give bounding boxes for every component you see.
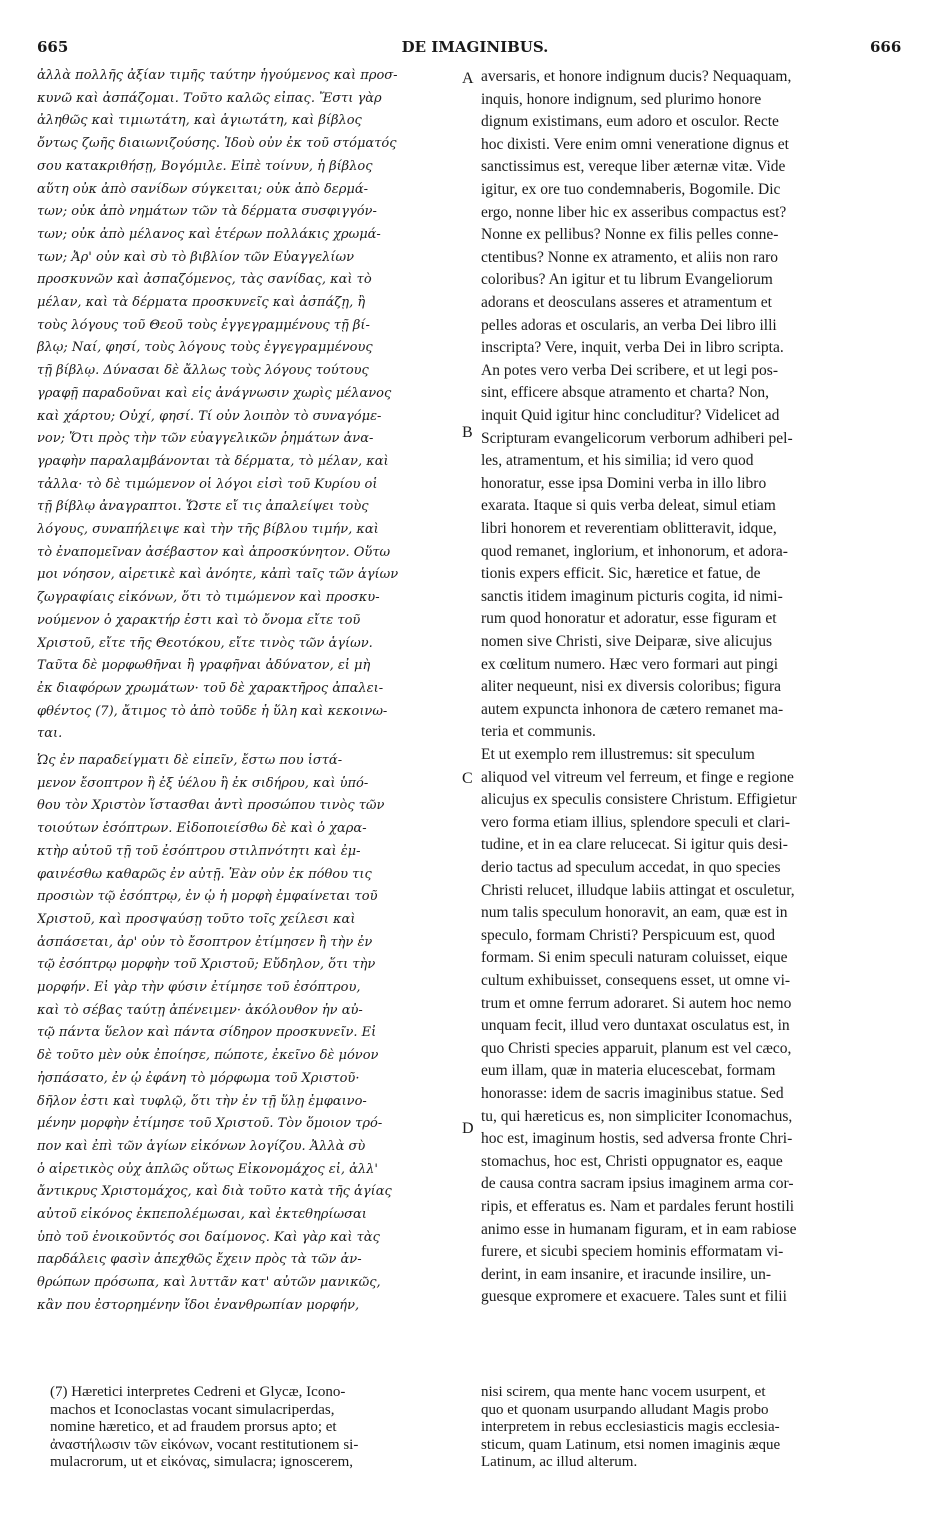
footnote-left	[50, 1384, 460, 1494]
text-line: τοὺς λόγους τοῦ Θεοῦ τοὺς ἐγγεγραμμένους τῇ βί-	[37, 317, 370, 333]
text-line: ζωγραφίαις εἰκόνων, ὅτι τὸ τιμώμενον καὶ προσκυ-	[37, 590, 380, 606]
text-line: hoc dixisti. Vere enim omni veneratione dignus et	[481, 135, 789, 153]
text-line: των; οὐκ ἀπὸ μέλανος καὶ ἑτέρων πολλάκις χρωμά-	[37, 226, 381, 242]
text-line: των; Ἆρ' οὖν καὶ σὺ τὸ βιβλίον τῶν Εὐαγγελίων	[37, 249, 354, 265]
text-line: aliter nequeunt, nisi ex diversis coloribus; figura	[481, 678, 782, 696]
text-line: τοιούτων ἐσόπτρων. Εἰδοποιείσθω δὲ καὶ ὁ χαρα-	[37, 821, 367, 837]
text-line: δῆλον ἐστι καὶ τυφλῷ, ὅτι τὴν ἐν τῇ ὕλῃ ἐμφαινο-	[37, 1093, 367, 1109]
text-line: aversaris, et honore indignum ducis? Nequaquam,	[481, 68, 792, 85]
text-line: ripis, et efferatus es. Nam et pardales ferunt hostili	[481, 1198, 795, 1215]
text-line: coloribus? An igitur et tu librum Evangeliorum	[481, 271, 773, 289]
text-line: σου κατακριθήσῃ, Βογόμιλε. Εἰπὲ τοίνυν, ἡ βίβλος	[37, 158, 373, 174]
text-line: rum quod honoratur et adoratur, esse figuram et	[481, 610, 777, 628]
text-line: nomine hæretico, et ad fraudem prorsus apto; et	[50, 1419, 337, 1435]
text-line: Ὡς ἐν παραδείγματι δὲ εἰπεῖν, ἔστω που ἱστά-	[37, 753, 343, 768]
text-line: Latinum, ac illud alterum.	[481, 1454, 638, 1470]
text-line: inscripta? Vere, inquit, verba Dei in libro scripta.	[481, 339, 784, 357]
text-line: ὑπὸ τοῦ ἐνοικοῦντός σοι δαίμονος. Καὶ γὰρ καὶ τὰς	[37, 1229, 380, 1245]
text-line: mulacrorum, ut et εἰκόνας, simulacra; ignoscerem,	[50, 1454, 354, 1470]
text-line: μορφήν. Εἰ γὰρ τὴν φύσιν ἐτίμησε τοῦ ἐσόπτρου,	[37, 980, 361, 995]
text-line: sint, efficere absque atramento et charta? Non,	[481, 384, 770, 402]
text-line: θου τὸν Χριστὸν ἵστασθαι ἀντὶ προσώπου τινὸς τῶν	[37, 798, 385, 814]
text-line: τῷ ἐσόπτρῳ μορφὴν τοῦ Χριστοῦ; Εὔδηλον, ὅτι τὴν	[37, 957, 376, 973]
left-page-number: 665	[37, 38, 69, 56]
text-line: derio tactus ad speculum accedat, in quo species	[481, 859, 781, 876]
text-line: nomen sive Christi, sive Deiparæ, sive alicujus	[481, 633, 773, 650]
text-line: ὄντως ζωῆς διαιωνιζούσης. Ἰδοὺ οὖν ἐκ τοῦ στόματός	[37, 136, 397, 152]
text-line: δὲ τοῦτο μὲν οὐκ ἐποίησε, πώποτε, ἐκεῖνο δὲ μόνον	[37, 1048, 379, 1064]
text-line: tu, qui hæreticus es, non simpliciter Iconomachus,	[481, 1107, 793, 1125]
text-line: honorasse: idem de sacris imaginibus statue. Sed	[481, 1085, 784, 1102]
text-line: ται.	[37, 726, 63, 742]
text-line: Ταῦτα δὲ μορφωθῆναι ἢ γραφῆναι ἀδύνατον, εἰ μὴ	[37, 658, 371, 674]
text-line: πον καὶ ἐπὶ τῶν ἁγίων εἰκόνων λογίζου. Ἀλλὰ σὺ	[37, 1138, 366, 1154]
footnote-right	[481, 1384, 913, 1494]
text-line: cultum exhibuisset, consequens esset, ut omne vi-	[481, 972, 791, 989]
text-line: γραφὴν παραλαμβάνονται τὰ δέρματα, τὸ μέλαν, καὶ	[37, 453, 389, 469]
text-line: speculo, formam Christi? Perspicuum est, quod	[481, 926, 776, 944]
text-line: τὸ ἐναπομεῖναν ἀσέβαστον καὶ ἀπροσκύνητον. Οὕτω	[37, 544, 391, 560]
text-line: θρώπων πρόσωπα, καὶ λυττᾶν κατ' αὐτῶν μανικῶς,	[37, 1275, 381, 1291]
text-line: ctentibus? Nonne ex atramento, et aliis non raro	[481, 248, 778, 266]
margin-marker-b: B	[462, 424, 473, 441]
text-line: exarata. Itaque si quis verba deleat, simul etiam	[481, 497, 776, 515]
text-line: inquit Quid igitur hinc concluditur? Videlicet ad	[481, 407, 780, 424]
text-line: λόγους, συναπήλειψε καὶ τὴν τῆς βίβλου τιμήν, καὶ	[37, 522, 379, 537]
right-page-number: 666	[870, 38, 902, 56]
text-line: ex cœlitum numero. Hæc vero formari aut pingi	[481, 655, 779, 673]
text-line: ergo, nonne liber hic ex asseribus compactus est?	[481, 203, 787, 221]
latin-column	[481, 68, 913, 1358]
text-line: aliquod vel vitreum vel ferreum, et finge e regione	[481, 768, 794, 786]
text-line: dignum existimans, eum adoro et osculor. Recte	[481, 113, 779, 131]
text-line: interpretem in rebus ecclesiasticis magis ecclesia-	[481, 1419, 780, 1435]
text-line: Χριστοῦ, καὶ προσψαύσῃ τοῦτο τοῖς χείλεσι καὶ	[37, 911, 356, 927]
text-line: ἀληθῶς καὶ τιμιωτάτη, καὶ ἁγιωτάτη, καὶ βίβλος	[37, 113, 362, 129]
text-line: inquis, honore indignum, sed plurimo honore	[481, 90, 762, 108]
text-line: νούμενον ὁ χαρακτήρ ἐστι καὶ τὸ ὄνομα εἴτε τοῦ	[37, 612, 361, 628]
text-line: ὁ αἱρετικὸς οὐχ ἁπλῶς οὕτως Εἰκονομάχος εἶ, ἀλλ'	[37, 1161, 378, 1177]
text-line: autem expuncta inhonora de cætero remanet ma-	[481, 700, 784, 718]
text-line: καὶ χάρτου; Οὐχί, φησί. Τί οὖν λοιπὸν τὸ συναγόμε-	[37, 408, 382, 424]
text-line: les, atramentum, et his similia; id vero quod	[481, 452, 754, 470]
text-line: unquam fecit, illud vero duntaxat osculatus est, in	[481, 1017, 790, 1035]
greek-column	[37, 68, 457, 1358]
text-line: hoc est, imaginum hostis, sed adversa fronte Chri-	[481, 1130, 793, 1148]
text-line: tudine, et in ea clare relucecat. Si igitur quis desi-	[481, 836, 788, 854]
text-line: alicujus ex speculis consistere Christum. Effigietur	[481, 791, 797, 809]
text-line: ἠσπάσατο, ἐν ᾧ ἐφάνη τὸ μόρφωμα τοῦ Χριστοῦ·	[37, 1070, 360, 1086]
text-line: μέλαν, καὶ τὰ δέρματα προσκυνεῖς καὶ ἀσπάζῃ, ἢ	[37, 295, 366, 310]
text-line: guesque expromere et exacuere. Tales sunt et filii	[481, 1288, 787, 1306]
text-line: τἆλλα· τὸ δὲ τιμώμενον οἱ λόγοι εἰσὶ τοῦ Κυρίου οἱ	[37, 476, 378, 492]
text-line: ἀσπάσεται, ἆρ' οὖν τὸ ἔσοπτρον ἐτίμησεν ἢ τὴν ἐν	[37, 934, 373, 950]
text-line: ἄντικρυς Χριστομάχος, καὶ διὰ τοῦτο κατὰ τῆς ἁγίας	[37, 1184, 392, 1200]
text-line: φαινέσθω καθαρῶς ἐν αὐτῇ. Ἐὰν οὖν ἐκ πόθου τις	[37, 866, 372, 882]
running-title: DE IMAGINIBUS.	[401, 38, 549, 56]
text-line: pelles adoras et oscularis, an verba Dei libro illi	[481, 316, 777, 334]
text-line: quo et quonam usurpando alludant Magis probo	[481, 1401, 769, 1418]
text-line: sanctissimus est, vereque liber æternæ vitæ. Vide	[481, 158, 786, 176]
text-line: μενον ἔσοπτρον ἢ ἐξ ὑέλου ἢ ἐκ σιδήρου, καὶ ὑπό-	[37, 775, 369, 791]
text-line: ἐκ διαφόρων χρωμάτων· τοῦ δὲ χαρακτῆρος ἀπαλει-	[37, 680, 384, 696]
text-line: τῇ βίβλῳ ἀναγραπτοι. Ὥστε εἴ τις ἀπαλείψει τοὺς	[37, 499, 369, 515]
text-line: κἂν που ἐστορημένην ἴδοι ἐνανθρωπίαν μορφήν,	[37, 1297, 360, 1313]
text-line: de causa contra sacram ipsius imaginem arma cor-	[481, 1175, 794, 1193]
text-line: προσιὼν τῷ ἐσόπτρῳ, ἐν ᾧ ἡ μορφὴ ἐμφαίνεται τοῦ	[37, 889, 378, 905]
margin-marker-c: C	[462, 770, 473, 787]
margin-marker-d: D	[462, 1120, 474, 1137]
text-line: αὕτη οὐκ ἀπὸ σανίδων σύγκειται; οὐκ ἀπὸ δερμά-	[37, 181, 369, 197]
text-line: stomachus, hoc est, Christi oppugnator es, eaque	[481, 1152, 783, 1170]
text-line: adorans et deosculans asseres et atramentum et	[481, 294, 772, 311]
text-line: φθέντος (7), ἄτιμος τὸ ἀπὸ τοῦδε ἡ ὕλη καὶ κεκοινω-	[37, 703, 388, 719]
text-line: των; οὐκ ἀπὸ νημάτων τῶν τὰ δέρματα συσφιγγόν-	[37, 204, 377, 220]
text-line: κυνῶ καὶ ἀσπάζομαι. Τοῦτο καλῶς εἶπας. Ἔστι γὰρ	[37, 90, 382, 106]
text-line: Scripturam evangelicorum verborum adhiberi pel-	[481, 429, 793, 447]
text-line: Χριστοῦ, εἴτε τῆς Θεοτόκου, εἴτε τινὸς τῶν ἁγίων.	[37, 635, 373, 651]
text-line: libri honorem et reverentiam oblitteravit, idque,	[481, 520, 777, 537]
text-line: γραφῇ παραδοῦναι καὶ εἰς ἀνάγνωσιν χωρὶς μέλανος	[37, 385, 392, 401]
text-line: eum illam, quæ in materia elucescebat, formam	[481, 1062, 776, 1080]
text-line: ἀναστήλωσιν τῶν εἰκόνων, vocant restitutionem si-	[50, 1436, 359, 1453]
text-line: βλῳ; Ναί, φησί, τοὺς λόγους τοὺς ἐγγεγραμμένους	[37, 340, 373, 356]
text-line: tionis expers efficit. Sic, hæretice et fatue, de	[481, 565, 761, 583]
text-line: τῷ πάντα ὕελον καὶ πάντα σίδηρον προσκυνεῖν. Εἰ	[37, 1025, 377, 1041]
text-line: vero forma etiam illius, splendore speculi et clari-	[481, 813, 791, 831]
text-line: derint, in eam insanire, et iracunde insilire, un-	[481, 1265, 772, 1283]
text-line: quo Christi species apparuit, planum est vel cæco,	[481, 1039, 792, 1057]
text-line: Et ut exemplo rem illustremus: sit speculum	[481, 746, 755, 763]
text-line: machos et Iconoclastas vocant simulacriperdas,	[50, 1401, 335, 1418]
text-line: trum et omne ferrum adoraret. Si autem hoc nemo	[481, 994, 792, 1012]
margin-marker-a: A	[462, 70, 474, 87]
text-line: Nonne ex pellibus? Nonne ex filis pelles conne-	[481, 226, 779, 244]
text-line: (7) Hæretici interpretes Cedreni et Glycæ, Icono-	[50, 1384, 346, 1400]
text-line: νον; Ὅτι πρὸς τὴν τῶν εὐαγγελικῶν ῥημάτων ἀνα-	[37, 431, 374, 447]
text-line: μένην μορφὴν ἐτίμησε τοῦ Χριστοῦ. Τὸν ὅμοιον τρό-	[37, 1116, 383, 1132]
text-line: καὶ τὸ σέβας ταύτῃ ἀπένειμεν· ἀκόλουθον ἦν αὐ-	[37, 1002, 363, 1018]
text-line: Christi relucet, illudque labiis attingat et osculetur,	[481, 881, 795, 899]
text-line: furere, et sicubi speciem hominis efformatam vi-	[481, 1243, 784, 1261]
text-line: num talis speculum honoravit, an eam, quæ est in	[481, 904, 788, 922]
text-line: μοι νόησον, αἱρετικὲ καὶ ἀνόητε, κἀπὶ ταῖς τῶν ἁγίων	[37, 567, 399, 583]
text-line: igitur, ex ore tuo condemnaberis, Bogomile. Dic	[481, 181, 781, 198]
text-line: ἀλλὰ πολλῆς ἀξίαν τιμῆς ταύτην ἡγούμενος καὶ προσ-	[37, 68, 398, 83]
text-line: teria et communis.	[481, 723, 596, 741]
text-line: προσκυνῶν καὶ ἀσπαζόμενος, τὰς σανίδας, καὶ τὸ	[37, 272, 372, 288]
text-line: nisi scirem, qua mente hanc vocem usurpent, et	[481, 1384, 766, 1400]
text-line: An potes vero verba Dei scribere, et ut legi pos-	[481, 361, 778, 379]
text-line: τῇ βίβλῳ. Δύνασαι δὲ ἄλλως τοὺς λόγους τούτους	[37, 363, 369, 379]
text-line: sanctis itidem imaginum picturis cogita, id nimi-	[481, 587, 783, 605]
text-line: sticum, quam Latinum, etsi nomen imaginis æque	[481, 1436, 781, 1453]
text-line: παρδάλεις φασὶν ἀπεχθῶς ἔχειν πρὸς τὰ τῶν ἀν-	[37, 1252, 362, 1268]
text-line: formam. Si enim speculi naturam coluisset, eique	[481, 949, 788, 967]
text-line: quod remanet, inglorium, et inhonorum, et adora-	[481, 542, 788, 560]
text-line: κτὴρ αὐτοῦ τῇ τοῦ ἐσόπτρου στιλπνότητι καὶ ἐμ-	[37, 843, 361, 859]
text-line: animo esse in humanam figuram, et in eam rabiose	[481, 1220, 797, 1238]
text-line: αὐτοῦ εἰκόνος ἐκπεπολέμωσαι, καὶ ἐκτεθηρίωσαι	[37, 1207, 367, 1222]
text-line: honoratur, esse ipsa Domini verba in illo libro	[481, 474, 767, 492]
